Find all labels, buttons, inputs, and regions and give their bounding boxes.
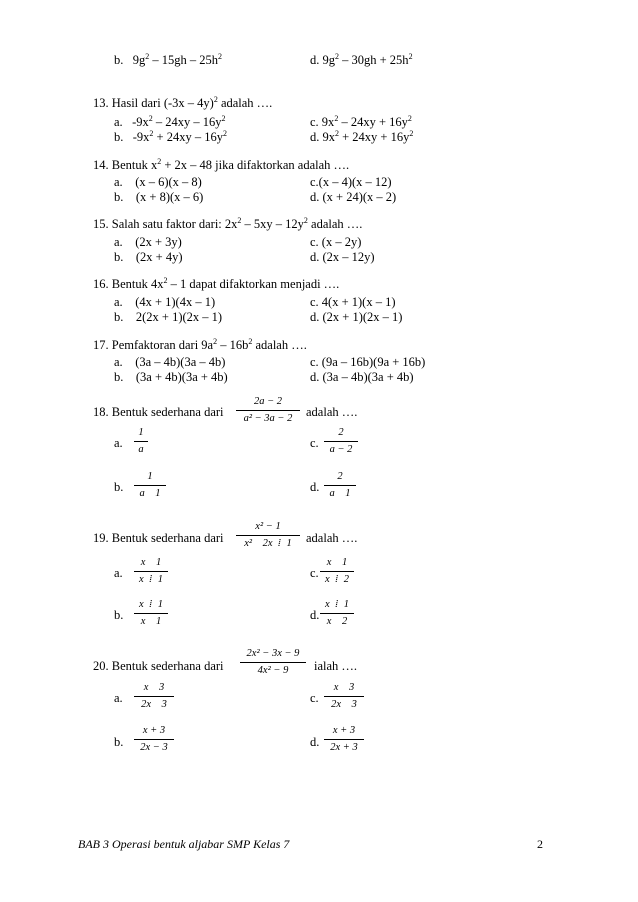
q19-suffix: adalah …. — [306, 531, 358, 545]
q13-option-a: a. $-9x^2 - 24xy - 16y^2$ — [114, 114, 226, 129]
q18-option-b-denominator: a 1 — [139, 488, 161, 499]
q19-option-d-numerator: x ⁞ 1 — [325, 599, 349, 610]
q20-option-a-denominator: 2x 3 — [141, 699, 167, 710]
q19-fraction — [236, 521, 300, 550]
q19-option-c-label: c. — [310, 566, 319, 580]
q18-stem: 18. Bentuk sederhana dari — [93, 405, 224, 419]
q14-option-d: d. (x + 24)(x – 2) — [310, 190, 397, 204]
q20-option-c-numerator: x 3 — [333, 682, 355, 693]
q18-fraction-denominator: a² − 3a − 2 — [243, 413, 293, 424]
q14-stem: 14. Bentuk $x^2 + 2x - 48$ jika difaktorkan adalah …. — [93, 157, 350, 172]
q18-suffix: adalah …. — [306, 405, 358, 419]
q19-option-c-numerator: x 1 — [326, 557, 348, 568]
q12-option-b: b. $9g^2 - 15gh - 25h^2$ — [114, 52, 222, 67]
q18-option-c-denominator: a − 2 — [329, 444, 353, 455]
q19-option-a-fraction — [134, 557, 168, 586]
q19-option-b-fraction — [134, 599, 168, 628]
q19-option-a-numerator: x 1 — [140, 557, 162, 568]
q14-option-b: b. (x + 8)(x – 6) — [114, 190, 204, 204]
q18-option-c-fraction — [324, 427, 358, 456]
q20-suffix: ialah …. — [314, 659, 358, 673]
q12-option-d: d. $9g^2 - 30gh + 25h^2$ — [310, 52, 413, 67]
q17-option-d: d. (3a – 4b)(3a + 4b) — [310, 370, 414, 384]
q20-option-d-denominator: 2x + 3 — [330, 742, 358, 753]
q18-option-b-label: b. — [114, 480, 124, 494]
q17-option-a: a. (3a – 4b)(3a – 4b) — [114, 355, 226, 369]
q16-option-b: b. 2(2x + 1)(2x – 1) — [114, 310, 223, 324]
q14-option-c: c.(x – 4)(x – 12) — [310, 175, 392, 189]
q14-option-a: a. (x – 6)(x – 8) — [114, 175, 202, 189]
q20-stem: 20. Bentuk sederhana dari — [93, 659, 224, 673]
q18-option-a-numerator: 1 — [138, 427, 144, 438]
footer-title: BAB 3 Operasi bentuk aljabar SMP Kelas 7 — [78, 837, 290, 851]
q20-option-a-numerator: x 3 — [143, 682, 165, 693]
q20-fraction-denominator: 4x² − 9 — [257, 665, 289, 676]
q15-option-a: a. (2x + 3y) — [114, 235, 182, 249]
q20-option-b-numerator: x + 3 — [142, 725, 166, 736]
q20-option-a-fraction — [134, 682, 174, 711]
q18-option-d-label: d. — [310, 480, 320, 494]
q19-fraction-denominator: x² 2x ⁞ 1 — [244, 538, 292, 549]
q20-option-d-numerator: x + 3 — [332, 725, 356, 736]
q20-option-d-label: d. — [310, 735, 320, 749]
q13-option-c: c. $9x^2 - 24xy + 16y^2$ — [310, 114, 412, 129]
q20-fraction-numerator: 2x² − 3x − 9 — [246, 648, 300, 659]
q19-option-d-denominator: x 2 — [326, 616, 348, 627]
q18-option-a-fraction — [134, 427, 148, 456]
q20-option-a-label: a. — [114, 691, 123, 705]
q15-option-d: d. (2x – 12y) — [310, 250, 375, 264]
q20-option-b-denominator: 2x − 3 — [140, 742, 168, 753]
page-number: 2 — [537, 837, 543, 851]
q18-option-b-fraction — [134, 471, 166, 500]
q20-option-c-label: c. — [310, 691, 319, 705]
q18-fraction — [236, 396, 300, 425]
q18-fraction-numerator: 2a − 2 — [253, 396, 283, 407]
q19-option-c-denominator: x ⁞ 2 — [325, 574, 349, 585]
q18-option-d-fraction — [324, 471, 356, 500]
q16-option-d: d. (2x + 1)(2x – 1) — [310, 310, 403, 324]
q17-option-c: c. (9a – 16b)(9a + 16b) — [310, 355, 426, 369]
q19-option-c-fraction — [320, 557, 354, 586]
q18-option-d-denominator: a 1 — [329, 488, 351, 499]
q18-option-d-numerator: 2 — [337, 471, 343, 482]
q20-fraction — [240, 648, 306, 677]
q16-option-c: c. 4(x + 1)(x – 1) — [310, 295, 396, 309]
q19-option-d-label: d. — [310, 608, 320, 622]
q15-option-b: b. (2x + 4y) — [114, 250, 183, 264]
q19-fraction-numerator: x² − 1 — [255, 521, 281, 532]
q13-stem: 13. Hasil dari (-3x – 4y)$^2$ adalah …. — [93, 95, 273, 110]
q19-option-d-fraction — [320, 599, 354, 628]
q17-option-b: b. (3a + 4b)(3a + 4b) — [114, 370, 228, 384]
q20-option-b-fraction — [134, 725, 174, 754]
q20-option-c-fraction — [324, 682, 364, 711]
q20-option-d-fraction — [324, 725, 364, 754]
q18-option-c-label: c. — [310, 436, 319, 450]
q19-option-b-denominator: x 1 — [140, 616, 162, 627]
q17-stem: 17. Pemfaktoran dari $9a^2 - 16b^2$ adalah …. — [93, 337, 307, 352]
q20-option-c-denominator: 2x 3 — [331, 699, 357, 710]
q18-option-b-numerator: 1 — [147, 471, 153, 482]
q19-option-b-numerator: x ⁞ 1 — [139, 599, 163, 610]
q19-option-a-label: a. — [114, 566, 123, 580]
q16-option-a: a. (4x + 1)(4x – 1) — [114, 295, 216, 309]
q18-option-a-label: a. — [114, 436, 123, 450]
q15-option-c: c. (x – 2y) — [310, 235, 362, 249]
q19-option-a-denominator: x ⁞ 1 — [139, 574, 163, 585]
q18-option-c-numerator: 2 — [338, 427, 344, 438]
q20-option-b-label: b. — [114, 735, 124, 749]
q18-option-a-denominator: a — [138, 444, 144, 455]
q19-stem: 19. Bentuk sederhana dari — [93, 531, 224, 545]
q13-option-b: b. $-9x^2 + 24xy - 16y^2$ — [114, 129, 227, 144]
q13-option-d: d. $9x^2 + 24xy + 16y^2$ — [310, 129, 414, 144]
q15-stem: 15. Salah satu faktor dari: $2x^2 - 5xy - 12y^2$ adalah …. — [93, 216, 363, 231]
q16-stem: 16. Bentuk $4x^2 - 1$ dapat difaktorkan menjadi …. — [93, 276, 340, 291]
q19-option-b-label: b. — [114, 608, 124, 622]
